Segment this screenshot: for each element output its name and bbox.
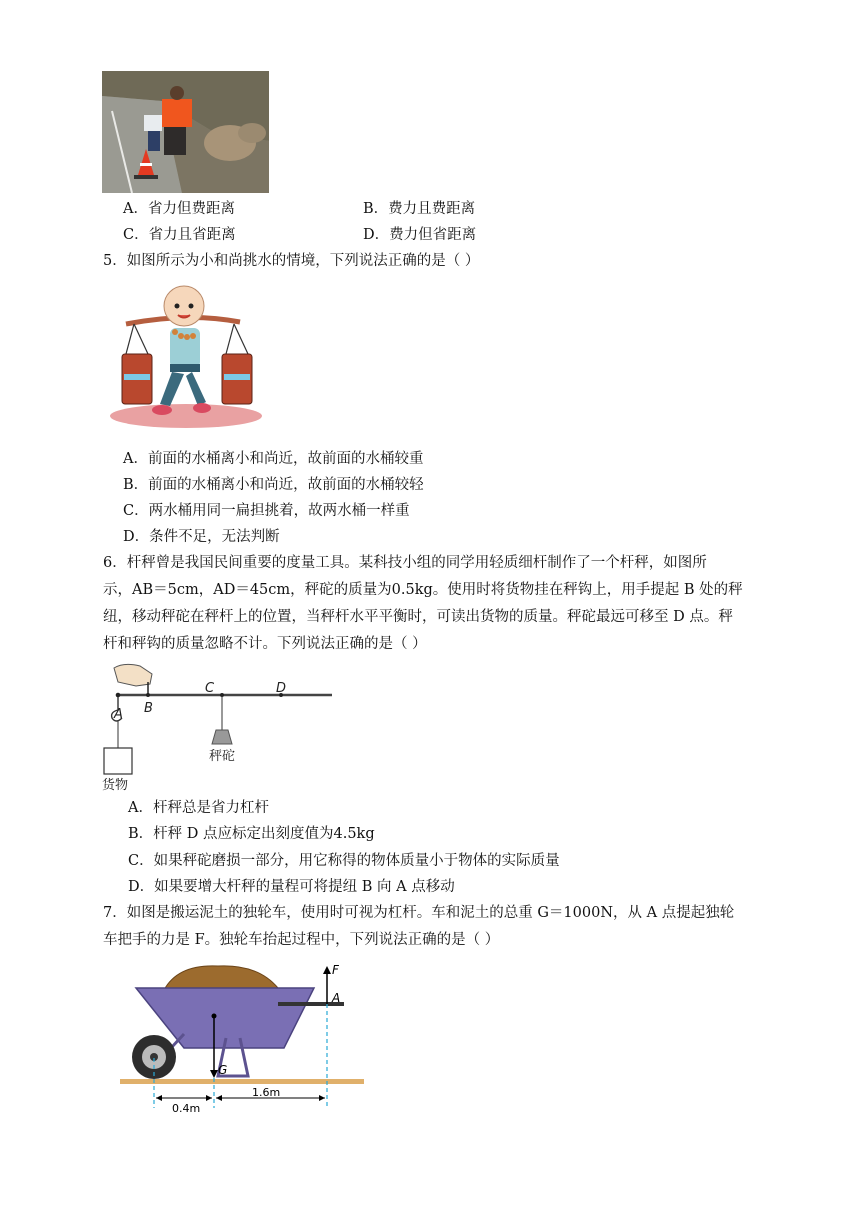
q6-label-a: A: [114, 707, 123, 722]
q5-figure-monk: [108, 282, 268, 436]
q5-option-a: A．前面的水桶离小和尚近，故前面的水桶较重: [123, 451, 424, 467]
q6-stem-line1: 6．杆秤曾是我国民间重要的度量工具。某科技小组的同学用轻质细杆制作了一个杆秤，如图所: [103, 555, 707, 571]
q6-label-d: D: [276, 681, 287, 696]
q4-photo: [102, 71, 269, 193]
q5-option-c: C．两水桶用同一扁担挑着，故两水桶一样重: [123, 503, 410, 519]
q6-stem-line3: 纽，移动秤砣在秤杆上的位置，当秤杆水平平衡时，可读出货物的质量。秤砣最远可移至 D 点。秤: [103, 609, 733, 625]
q7-label-g: G: [218, 1063, 228, 1077]
q6-option-b: B．杆秤 D 点应标定出刻度值为4.5kg: [128, 826, 375, 842]
q4-option-b: B．费力且费距离: [363, 201, 476, 217]
q6-stem-line2: 示，AB＝5cm，AD＝45cm，秤砣的质量为0.5kg。使用时将货物挂在秤钩上，用手提起 B 处的秤: [103, 582, 743, 598]
q7-stem-line1: 7．如图是搬运泥土的独轮车，使用时可视为杠杆。车和泥土的总重 G＝1000N，从 A 点提起独轮: [103, 905, 735, 921]
q7-dim2: 1.6m: [252, 1086, 281, 1099]
q7-stem-line2: 车把手的力是 F。独轮车抬起过程中，下列说法正确的是（ ）: [103, 932, 500, 948]
q7-dim1: 0.4m: [172, 1102, 201, 1114]
q7-figure-wheelbarrow: [118, 958, 368, 1118]
q5-option-b: B．前面的水桶离小和尚近，故前面的水桶较轻: [123, 477, 424, 493]
q6-option-c: C．如果秤砣磨损一部分，用它称得的物体质量小于物体的实际质量: [128, 853, 560, 869]
q4-option-c: C．省力且省距离: [123, 227, 236, 243]
q5-option-d: D．条件不足，无法判断: [123, 529, 280, 545]
q6-weight-label: 秤砣: [209, 749, 236, 764]
q5-stem: 5．如图所示为小和尚挑水的情境，下列说法正确的是（ ）: [103, 253, 480, 269]
q6-label-c: C: [205, 681, 215, 696]
q6-goods-label: 货物: [102, 778, 129, 793]
q6-option-a: A．杆秤总是省力杠杆: [128, 800, 269, 816]
q6-figure-steelyard: [100, 660, 340, 799]
q4-option-d: D．费力但省距离: [363, 227, 477, 243]
q4-option-a: A．省力但费距离: [123, 201, 235, 217]
q6-label-b: B: [144, 701, 153, 716]
q7-label-f: F: [332, 963, 339, 977]
q6-option-d: D．如果要增大杆秤的量程可将提纽 B 向 A 点移动: [128, 879, 455, 895]
q6-stem-line4: 杆和秤钩的质量忽略不计。下列说法正确的是（ ）: [103, 636, 427, 652]
q7-label-a: A: [332, 991, 341, 1005]
